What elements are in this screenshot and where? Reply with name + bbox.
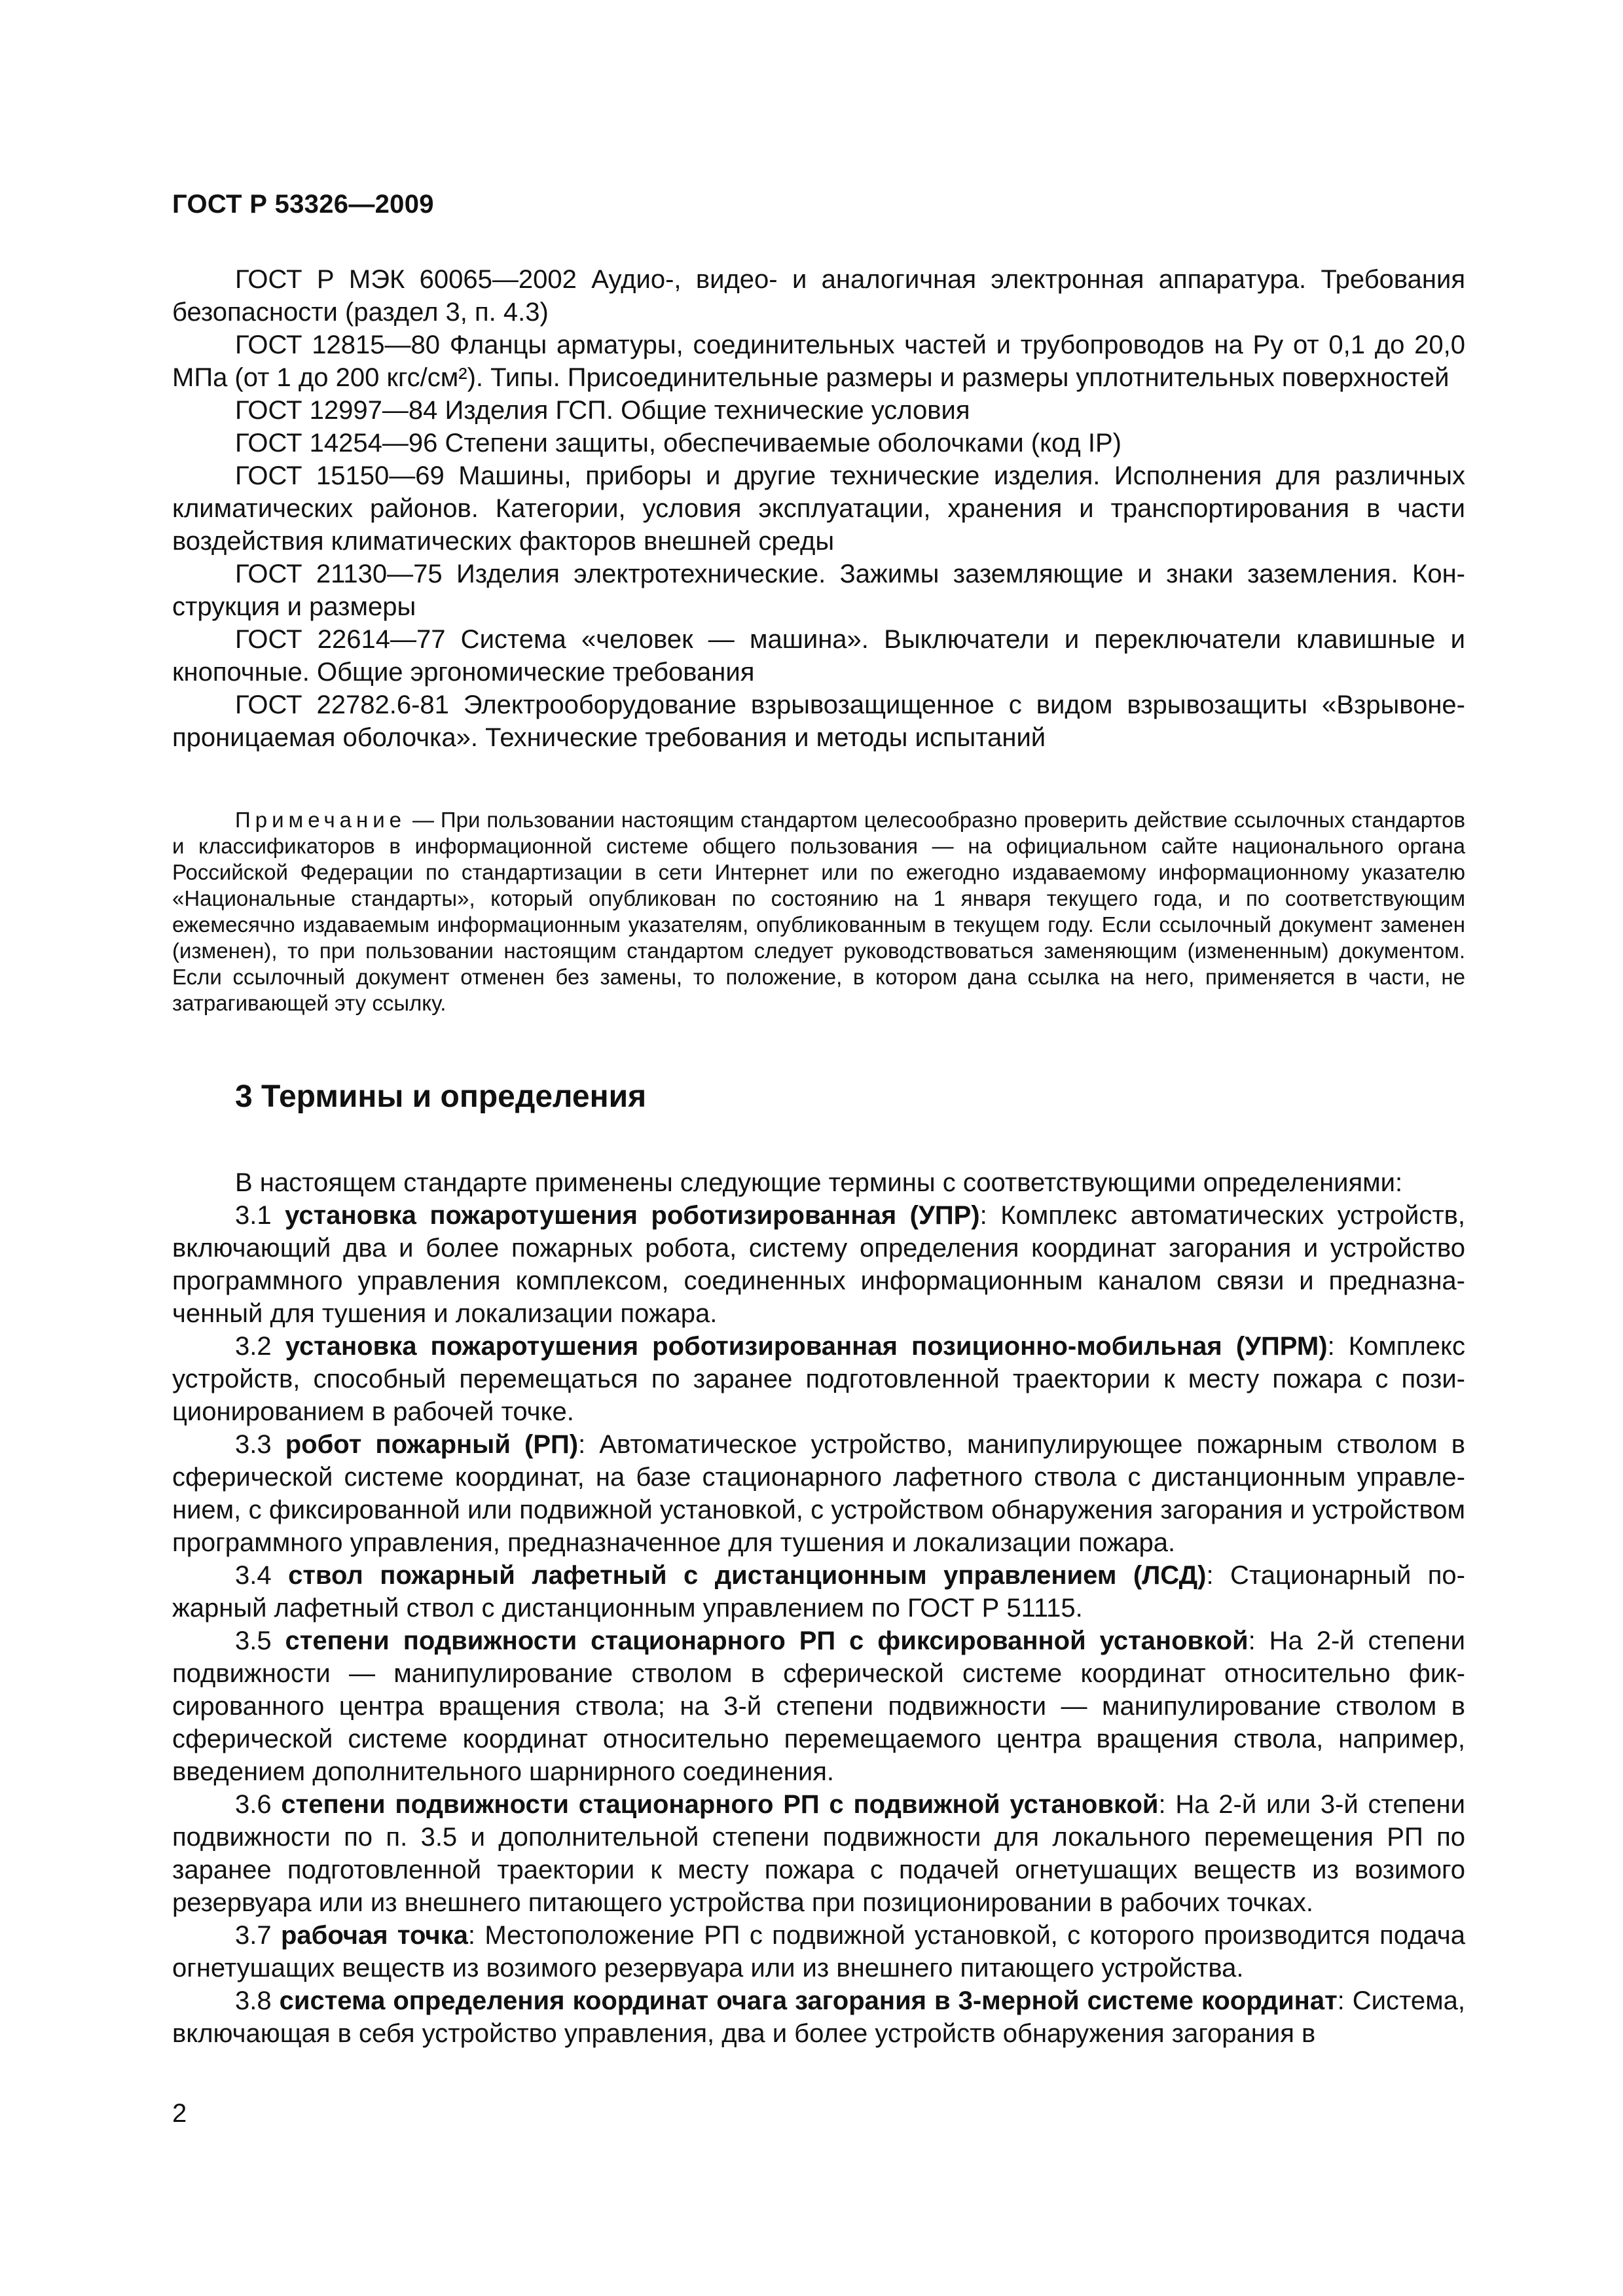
- term-item: [172, 1330, 1465, 1428]
- term-definition: : На 2-й степени подвижности — манипулирование стволом в сферической системе координат относительно фиксированного центра вращения ствола; на 3-й степени подвижности — манипулирование стволом в сферической системе координат относительно перемещаемого центра вращения ствола, например, введением дополнительного шарнирного соединения.: [172, 1626, 1465, 1786]
- term-name: рабочая точка: [280, 1921, 468, 1950]
- term-definition: : Система, включающая в себя устройство управления, два и более устройств обнаружения загорания в: [172, 1986, 1465, 2048]
- reference-item: ГОСТ 12815—80 Фланцы арматуры, соединительных частей и трубопроводов на Pу от 0,1 до 20,0 МПа (от 1 до 200 кгс/см²). Типы. Присоединительные размеры и размеры уплотнительных поверхностей: [172, 331, 1465, 392]
- term-definition: : На 2-й или 3-й степени подвижности по п. 3.5 и дополнительной степени подвижности для локального перемещения РП по заранее подготовленной траектории к месту пожара с подачей огнетушащих веществ из возимого резервуара или из внешнего питающего устройства при позиционировании в рабочих точках.: [172, 1790, 1465, 1917]
- page-number: 2: [172, 2099, 187, 2128]
- reference-item: ГОСТ 15150—69 Машины, приборы и другие технические изделия. Исполнения для различных климатических районов. Категории, условия эксплуатации, хранения и транспортирования в части воздействия климатических факторов внешней среды: [172, 461, 1465, 556]
- term-number: 3.5: [235, 1626, 272, 1655]
- term-name: степени подвижности стационарного РП с фиксированной установкой: [285, 1626, 1249, 1655]
- terms-section: [172, 1166, 1465, 2050]
- reference-item: ГОСТ 12997—84 Изделия ГСП. Общие технические условия: [235, 396, 970, 425]
- term-number: 3.6: [235, 1790, 272, 1819]
- term-number: 3.1: [235, 1201, 272, 1230]
- normative-references: [172, 263, 1465, 754]
- note-label: Примечание: [235, 808, 407, 832]
- term-definition: : Стационарный пожарный лафетный ствол с дистанционным управлением по ГОСТ Р 51115.: [172, 1561, 1465, 1623]
- term-number: 3.4: [235, 1561, 272, 1590]
- term-item: [172, 1984, 1465, 2050]
- term-number: 3.8: [235, 1986, 272, 2015]
- term-item: [172, 1919, 1465, 1984]
- note-block: [172, 807, 1465, 1016]
- term-item: [172, 1788, 1465, 1919]
- term-item: [172, 1624, 1465, 1788]
- reference-item: ГОСТ 22782.6-81 Электрооборудование взрывозащищенное с видом взрывозащиты «Взрывонепроницаемая оболочка». Технические требования и методы испытаний: [172, 691, 1465, 752]
- term-name: ствол пожарный лафетный с дистанционным управлением (ЛСД): [288, 1561, 1207, 1590]
- term-number: 3.2: [235, 1332, 272, 1361]
- reference-item: ГОСТ 21130—75 Изделия электротехнические. Зажимы заземляющие и знаки заземления. Конструкция и размеры: [172, 560, 1465, 621]
- term-item: [172, 1559, 1465, 1624]
- term-name: система определения координат очага загорания в 3-мерной системе координат: [279, 1986, 1338, 2015]
- reference-item: ГОСТ Р МЭК 60065—2002 Аудио-, видео- и аналогичная электронная аппаратура. Требования безопасности (раздел 3, п. 4.3): [172, 265, 1465, 327]
- term-name: установка пожаротушения роботизированная (УПР): [285, 1201, 980, 1230]
- reference-item: ГОСТ 14254—96 Степени защиты, обеспечиваемые оболочками (код IP): [235, 429, 1122, 457]
- term-item: [172, 1428, 1465, 1559]
- term-name: робот пожарный (РП): [285, 1430, 579, 1459]
- term-number: 3.3: [235, 1430, 272, 1459]
- reference-item: ГОСТ 22614—77 Система «человек — машина». Выключатели и переключатели клавишные и кнопочные. Общие эргономические требования: [172, 625, 1465, 687]
- term-name: степени подвижности стационарного РП с подвижной установкой: [281, 1790, 1159, 1819]
- term-number: 3.7: [235, 1921, 272, 1950]
- term-name: установка пожаротушения роботизированная позиционно-мобильная (УПРМ): [285, 1332, 1328, 1361]
- note-text: — При пользовании настоящим стандартом целесообразно проверить действие ссылочных стандартов и классификаторов в информационной системе общего пользования — на официальном сайте национального органа Российской Федерации по стандартизации в сети Интернет или по ежегодно издаваемому информационному указателю «Национальные стандарты», который опубликован по состоянию на 1 января текущего года, и по соответствующим ежемесячно издаваемым информационным указателям, опубликованным в текущем году. Если ссылочный документ заменен (изменен), то при пользовании настоящим стандартом следует руководствоваться заменяющим (измененным) документом. Если ссылочный документ отменен без замены, то положение, в котором дана ссылка на него, применяется в части, не затрагивающей эту ссылку.: [172, 808, 1465, 1015]
- term-definition: : Комплекс автоматических устройств, включающий два и более пожарных робота, систему определения координат загорания и устройство программного управления комплексом, соединенных информационным каналом связи и предназначенный для тушения и локализации пожара.: [172, 1201, 1465, 1328]
- terms-intro: В настоящем стандарте применены следующие термины с соответствующими определениями:: [235, 1168, 1403, 1197]
- term-definition: : Автоматическое устройство, манипулирующее пожарным стволом в сферической системе координат, на базе стационарного лафетного ствола с дистанционным управлением, с фиксированной или подвижной установкой, с устройством обнаружения загорания и устройством программного управления, предназначенное для тушения и локализации пожара.: [172, 1430, 1465, 1557]
- term-item: [172, 1199, 1465, 1330]
- document-code-header: ГОСТ Р 53326—2009: [172, 190, 434, 219]
- section-title: 3 Термины и определения: [235, 1079, 647, 1114]
- term-definition: : Местоположение РП с подвижной установкой, с которого производится подача огнетушащих веществ из возимого резервуара или из внешнего питающего устройства.: [172, 1921, 1466, 1982]
- term-definition: : Комплекс устройств, способный перемещаться по заранее подготовленной траектории к месту пожара с позиционированием в рабочей точке.: [172, 1332, 1465, 1426]
